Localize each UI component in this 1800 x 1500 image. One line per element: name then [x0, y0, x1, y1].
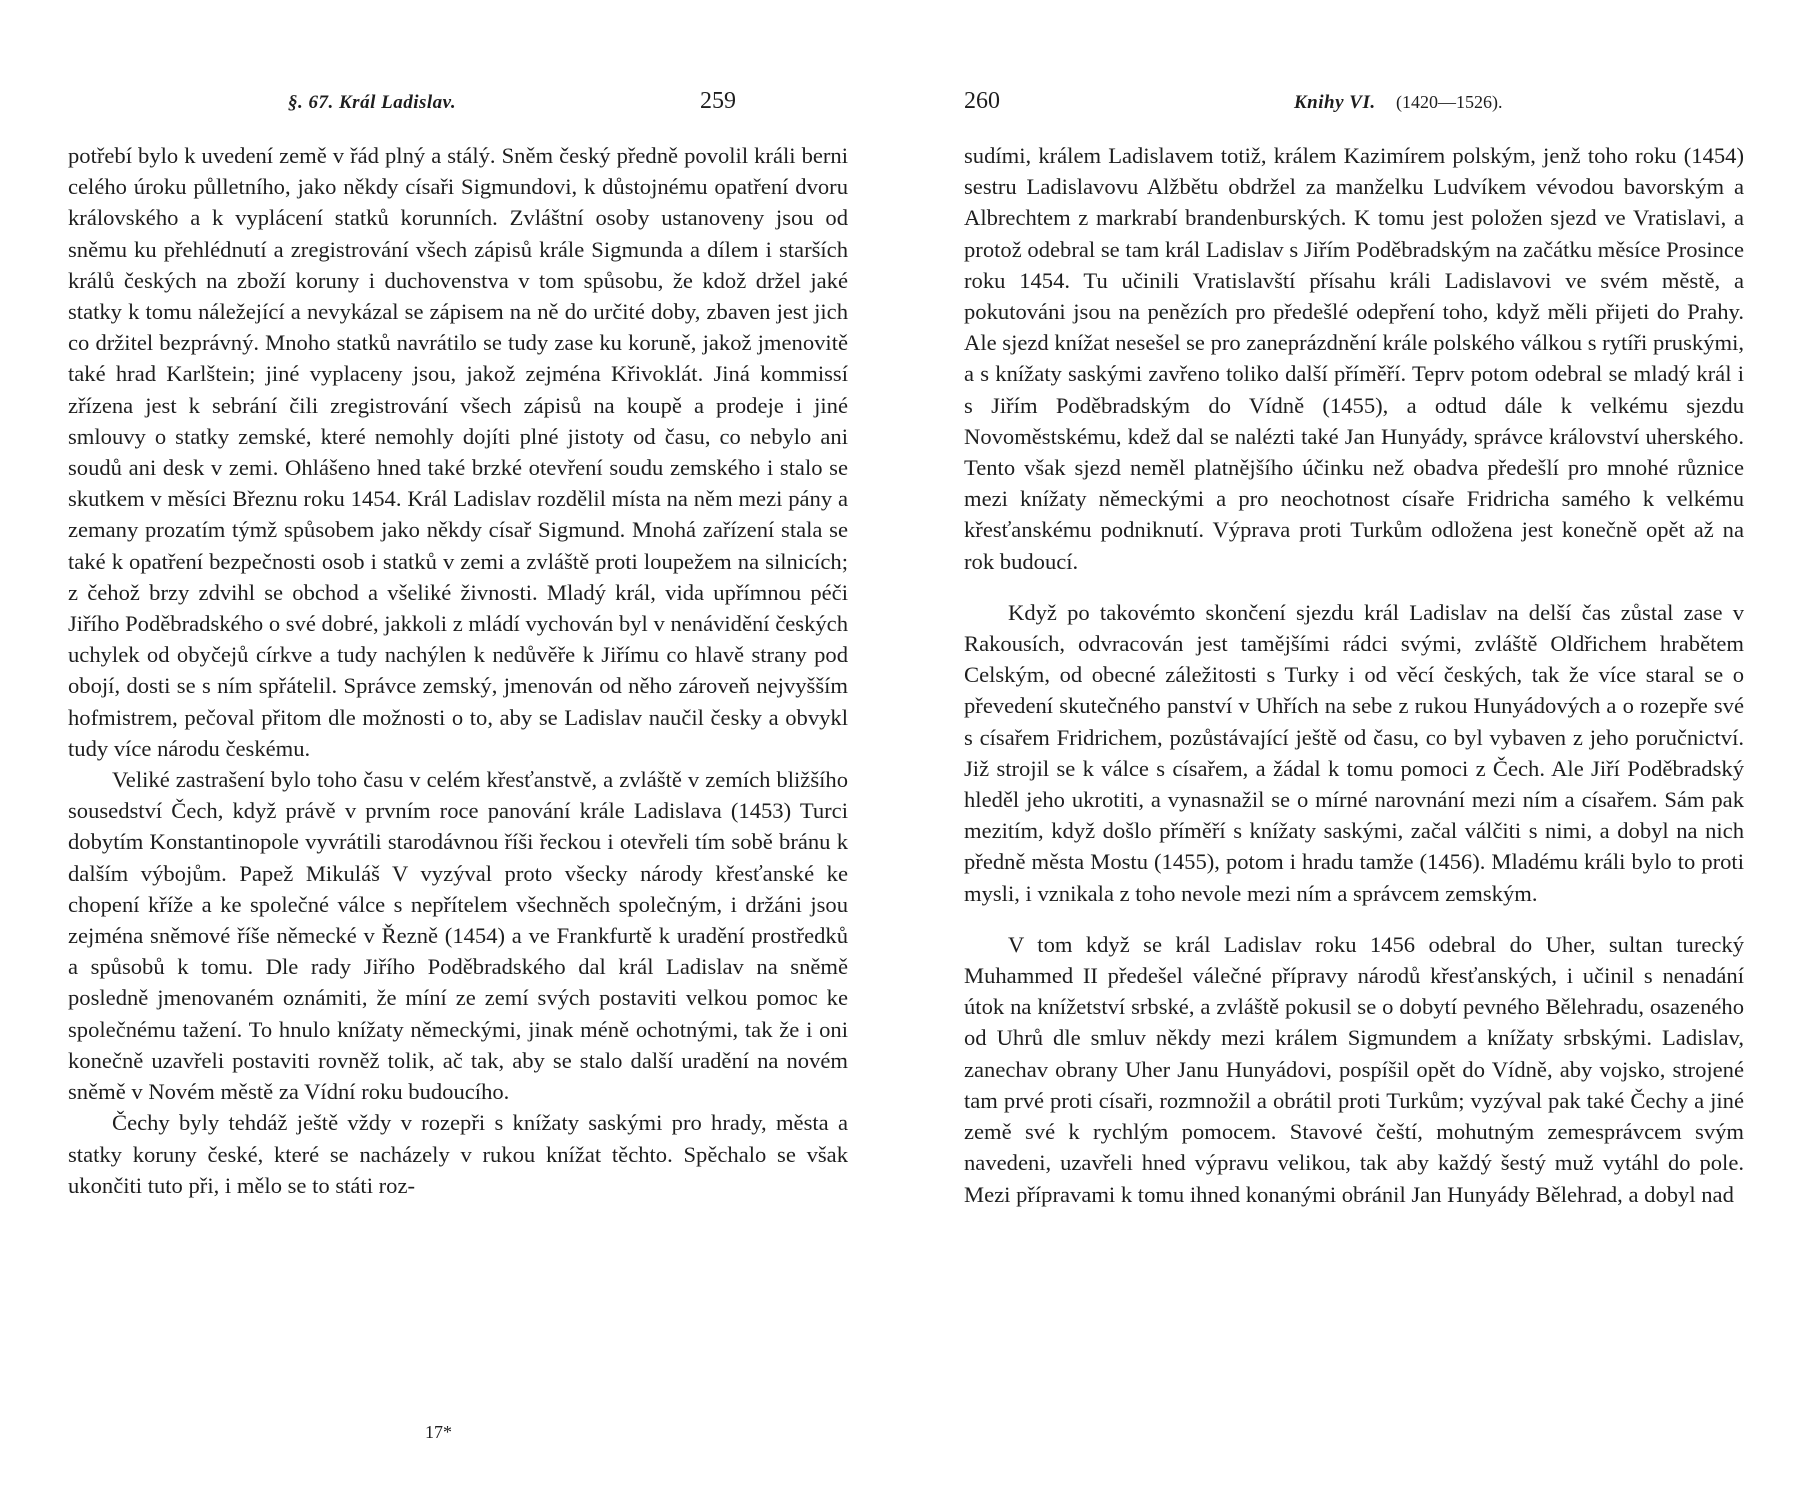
- right-page-header: [964, 88, 1744, 120]
- paragraph: V tom když se král Ladislav roku 1456 odebral do Uher, sultan turecký Muhammed II předešel válečné přípravy národů křesťanských, i učinil s nenadání útok na knížetství srbské, a zvláště pokusil se o dobytí pevného Bělehradu, osazeného od Uhrů dle smluv někdy mezi králem Sigmundem a knížaty srbskými. Ladislav, zanechav obrany Uher Janu Hunyádovi, pospíšil opět do Vídně, aby vojsko, strojené tam prvé proti císaři, rozmnožil a obrátil proti Turkům; vyzýval pak také Čechy a jiné země své k rychlým pomocem. Stavové čeští, mohutným zemesprávcem svým navedeni, uzavřeli hned výpravu velikou, tak aby každý šestý muž vytáhl do pole. Mezi přípravami k tomu ihned konanými obránil Jan Hunyády Bělehrad, a dobyl nad: [964, 931, 1744, 1207]
- right-page: [900, 0, 1744, 1500]
- left-page-header: [68, 88, 848, 120]
- paragraph: Veliké zastrašení bylo toho času v celém křesťanstvě, a zvláště v zemích bližšího sousedství Čech, když právě v prvním roce panování krále Ladislava (1453) Turci dobytím Konstantinopole vyvrátili starodávnou říši řeckou i otevřeli tím sobě bránu k dalším výbojům. Papež Mikuláš V vyzýval proto všecky národy křesťanské ke chopení kříže a ke společné válce s nepřítelem všechněch společným, i držáni jsou zejména sněmové říše německé v Řezně (1454) a ve Frankfurtě k uradění prostředků a spůsobů k tomu. Dle rady Jiřího Poděbradského dal král Ladislav na sněmě posledně jmenovaném oznámiti, že míní ze zemí svých postaviti velkou pomoc ke společnému tažení. To hnulo knížaty německými, jinak méně ochotnými, tak že i oni konečně uzavřeli postaviti rovněž tolik, ač tak, aby se stalo další uradění na novém sněmě v Novém městě za Vídní roku budoucího.: [68, 767, 848, 1105]
- right-page-body: [964, 140, 1744, 1210]
- running-title: Knihy VI.: [1294, 92, 1376, 113]
- paragraph: sudími, králem Ladislavem totiž, králem Kazimírem polským, jenž toho roku (1454) sestru Ladislavovu Alžbětu obdržel za manželku Ludvíkem vévodou bavorským a Albrechtem z markrabí brandenburských. K tomu jest položen sjezd ve Vratislavi, a protož odebral se tam král Ladislav s Jiřím Poděbradským na začátku měsíce Prosince roku 1454. Tu učinili Vratislavští přísahu králi Ladislavovi ve svém městě, a pokutováni jsou na penězích pro předešlé odepření toho, když měli přijeti do Prahy. Ale sjezd knížat nesešel se pro zaneprázdnění krále polského válkou s rytíři pruskými, a s knížaty saskými zavřeno toliko další příměří. Teprv potom odebral se mladý král i s Jiřím Poděbradským do Vídně (1455), a odtud dále k velkému sjezdu Novoměstskému, kdež dal se nalézti také Jan Hunyády, správce království uherského. Tento však sjezd neměl platnějšího účinku než obadva předešlí pro mnohé různice mezi knížaty německými a pro neochotnost císaře Fridricha samého k velkému křesťanskému podniknutí. Výprava proti Turkům odložena jest konečně opět až na rok budoucí.: [964, 143, 1744, 574]
- page-number: 259: [700, 88, 736, 114]
- paragraph: Čechy byly tehdáž ještě vždy v rozepři s knížaty saskými pro hrady, města a statky koruny české, které se nacházely v rukou knížat těchto. Spěchalo se však ukončiti tuto při, i mělo se to státi roz-: [68, 1110, 848, 1198]
- paragraph: Když po takovémto skončení sjezdu král Ladislav na delší čas zůstal zase v Rakousích, odvracován jest tamějšími rádci svými, zvláště Oldřichem hrabětem Celským, od obecné záležitosti s Turky i od věcí českých, tak že více staral se o převedení skutečného panství v Uhřích na sebe z rukou Hunyádových a o rozepře své s císařem Fridrichem, pozůstávající ještě od času, co byl vybaven z jeho poručnictví. Již strojil se k válce s císařem, a žádal k tomu pomoci z Čech. Ale Jiří Poděbradský hleděl jeho ukrotiti, a vynasnažil se o mírné narovnání mezi ním a císařem. Sám pak mezitím, když došlo příměří s knížaty saskými, začal válčiti s nimi, a dobyl na nich předně města Mostu (1455), potom i hradu tamže (1456). Mladému králi bylo to proti mysli, i vznikala z toho nevole mezi ním a správcem zemským.: [964, 599, 1744, 906]
- page-number: 260: [964, 88, 1000, 114]
- running-title: §. 67. Král Ladislav.: [288, 92, 457, 113]
- left-page: [0, 0, 848, 1500]
- signature-mark: 17*: [425, 1422, 452, 1442]
- paragraph: potřebí bylo k uvedení země v řád plný a stálý. Sněm český předně povolil králi berni celého úroku půlletního, jako někdy císaři Sigmundovi, k důstojnému opatření dvoru královského a k vyplácení statků korunních. Zvláštní osoby ustanoveny jsou od sněmu ku přehlédnutí a zregistrování všech zápisů krále Sigmunda a dílem i starších králů českých na zboží koruny i duchovenstva v tom spůsobu, že kdož držel jaké statky k tomu náležející a nevykázal se zápisem na ně do určité doby, zbaven jest jich co držitel bezprávný. Mnoho statků navrátilo se tudy zase ku koruně, jakož jmenovitě také hrad Karlštein; jiné vyplaceny jsou, jakož zejména Křivoklát. Jiná kommissí zřízena jest k sebrání čili zregistrování všech zápisů na koupě a prodeje i jiné smlouvy o statky zemské, které nemohly dojíti plné jistoty od času, co nebylo ani soudů ani desk v zemi. Ohlášeno hned také brzké otevření soudu zemského i stalo se skutkem v měsíci Březnu roku 1454. Král Ladislav rozdělil místa na něm mezi pány a zemany prozatím týmž spůsobem jako někdy císař Sigmund. Mnohá zařízení stala se také k opatření bezpečnosti osob i statků v zemi a zvláště proti loupežem na silnicích; z čehož brzy zdvihl se obchod a všeliké živnosti. Mladý král, vida upřímnou péči Jiřího Poděbradského o své dobré, jakkoli z mládí vychován byl v nenávidění českých uchylek od obyčejů církve a tudy nachýlen k nedůvěře k Jiřímu co hlavě strany pod obojí, dosti se s ním spřátelil. Správce zemský, jmenován od něho zároveň nejvyšším hofmistrem, pečoval přitom dle možnosti o to, aby se Ladislav naučil česky a obvykl tudy více národu českému.: [68, 143, 848, 761]
- left-page-body: [68, 140, 848, 1201]
- running-years: (1420—1526).: [1396, 92, 1503, 112]
